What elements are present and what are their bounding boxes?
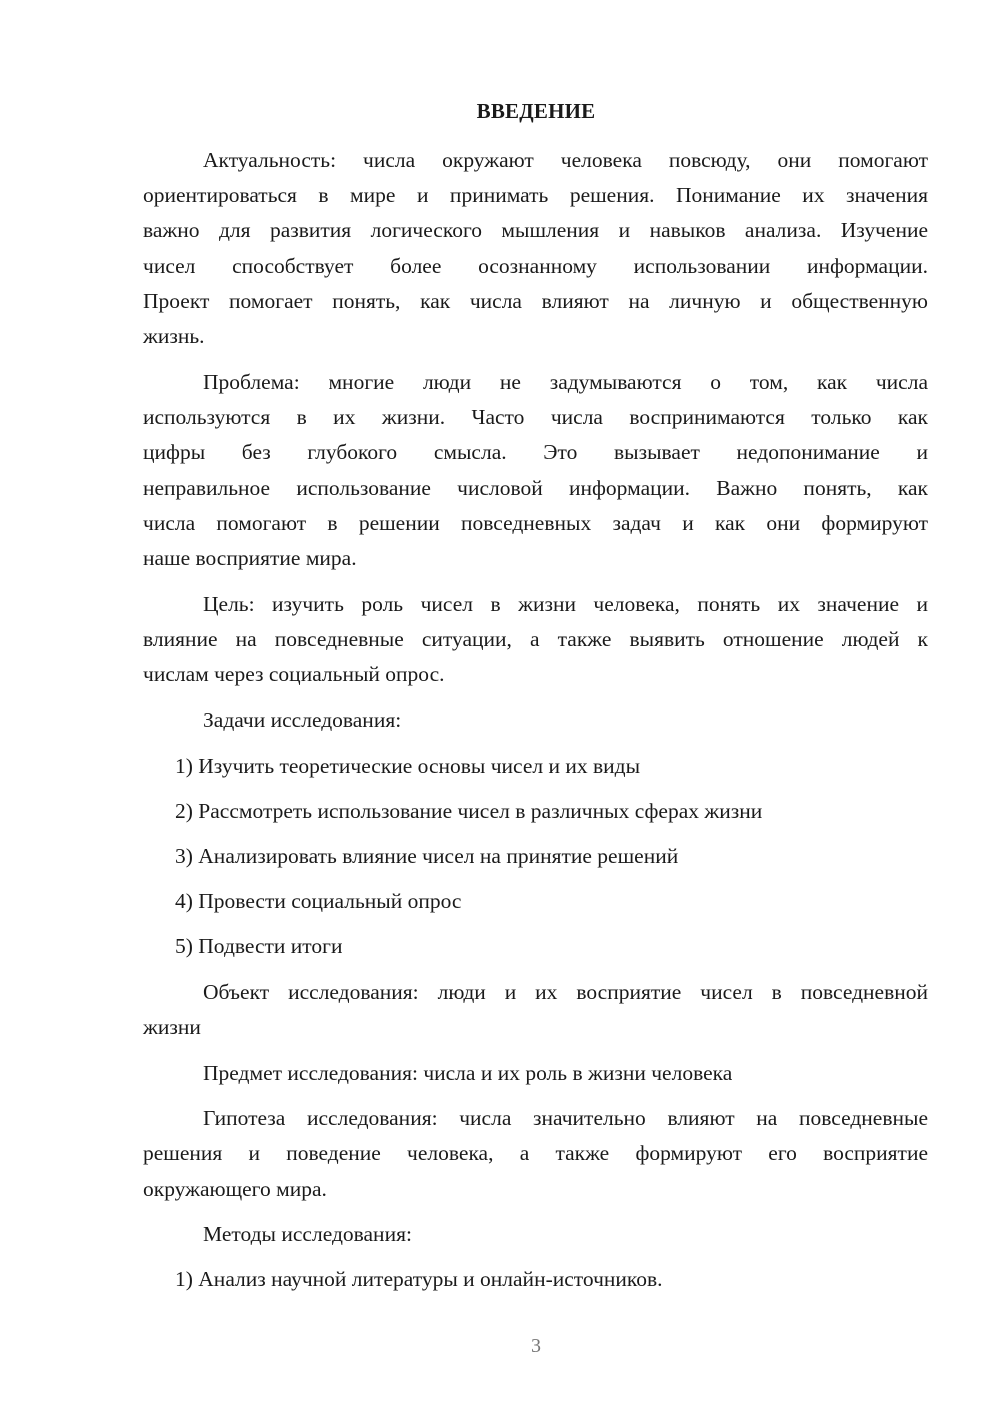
paragraph-line: Объект исследования: люди и их восприятие чисел в повседневной [203,980,928,1004]
paragraph-line: окружающего мира. [143,1177,327,1201]
paragraph-line: Проблема: многие люди не задумываются о том, как числа [203,370,928,394]
paragraph-line: Актуальность: числа окружают человека повсюду, они помогают [203,148,928,172]
task-item: 3) Анализировать влияние чисел на принятие решений [175,844,679,868]
task-item: 1) Изучить теоретические основы чисел и их виды [175,754,641,778]
methods-heading: Методы исследования: [203,1222,412,1246]
paragraph-line: жизнь. [143,324,205,348]
paragraph-line: используются в их жизни. Часто числа воспринимаются только как [143,405,928,429]
method-item: 1) Анализ научной литературы и онлайн-источников. [175,1267,663,1291]
paragraph-line: решения и поведение человека, а также формируют его восприятие [143,1141,928,1165]
paragraph-line: жизни [143,1015,201,1039]
paragraph-line: Предмет исследования: числа и их роль в жизни человека [203,1061,733,1085]
paragraph-line: неправильное использование числовой информации. Важно понять, как [143,476,928,500]
paragraph-line: влияние на повседневные ситуации, а также выявить отношение людей к [143,627,928,651]
tasks-heading: Задачи исследования: [203,708,402,732]
page-number: 3 [531,1335,541,1357]
paragraph-line: Проект помогает понять, как числа влияют на личную и общественную [143,289,928,313]
task-item: 5) Подвести итоги [175,934,343,958]
paragraph-line: Цель: изучить роль чисел в жизни человека, понять их значение и [203,592,928,616]
section-title: ВВЕДЕНИЕ [476,99,596,123]
paragraph-line: числам через социальный опрос. [143,662,445,686]
paragraph-line: числа помогают в решении повседневных задач и как они формируют [143,511,928,535]
paragraph-line: наше восприятие мира. [143,546,357,570]
paragraph-line: ориентироваться в мире и принимать решения. Понимание их значения [143,183,928,207]
paragraph-line: Гипотеза исследования: числа значительно влияют на повседневные [203,1106,928,1130]
task-item: 4) Провести социальный опрос [175,889,462,913]
paragraph-line: цифры без глубокого смысла. Это вызывает недопонимание и [143,440,928,464]
task-item: 2) Рассмотреть использование чисел в различных сферах жизни [175,799,763,823]
paragraph-line: важно для развития логического мышления и навыков анализа. Изучение [143,218,928,242]
paragraph-line: чисел способствует более осознанному использовании информации. [143,254,928,278]
